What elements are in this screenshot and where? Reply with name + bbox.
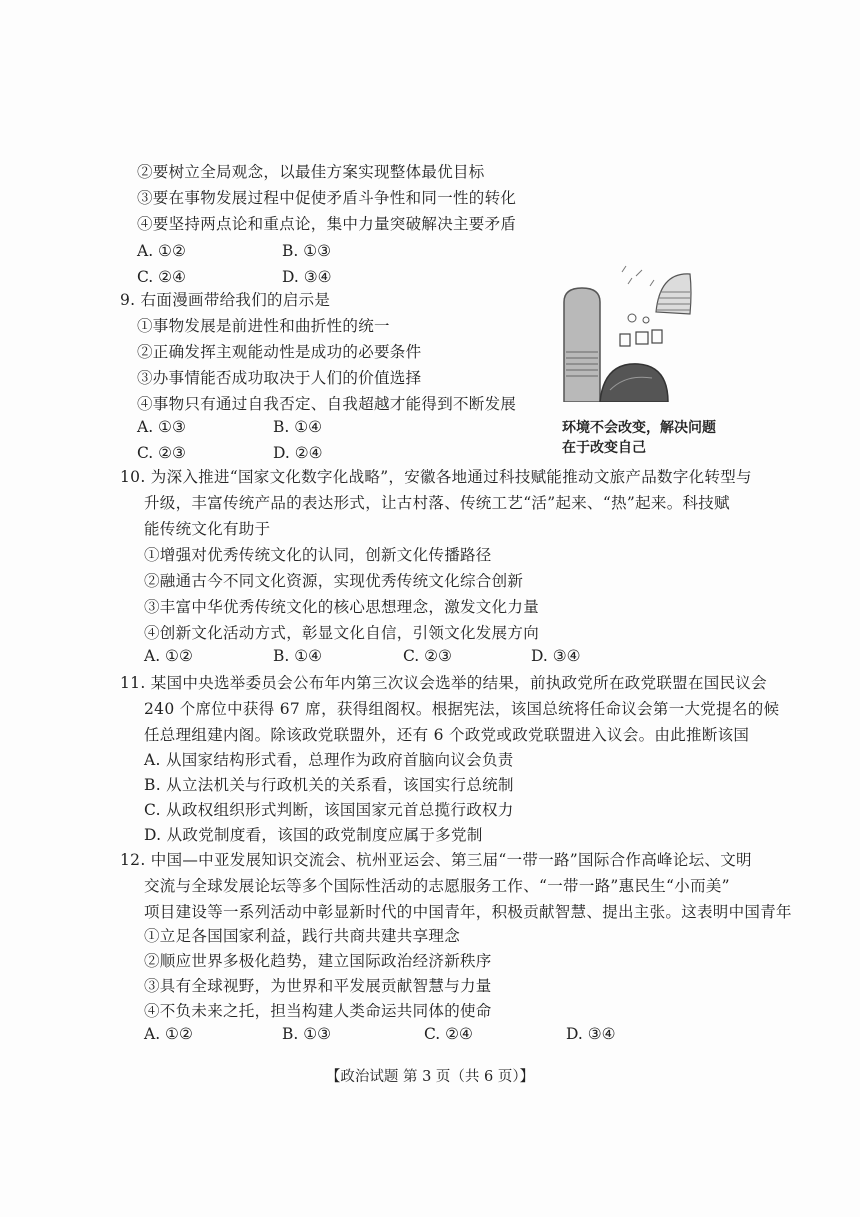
q8-item-4: ④要坚持两点论和重点论，集中力量突破解决主要矛盾: [137, 215, 517, 233]
q10-stem-line-2: 升级，丰富传统产品的表达形式，让古村落、传统工艺“活”起来、“热”起来。科技赋: [144, 494, 730, 512]
q8-option-a: A. ①②: [137, 242, 186, 260]
q12-stem-line-1: 12. 中国—中亚发展知识交流会、杭州亚运会、第三届“一带一路”国际合作高峰论坛、文明: [120, 851, 752, 869]
q9-option-c: C. ②③: [137, 444, 186, 462]
q9-option-a: A. ①③: [137, 418, 186, 436]
q10-option-c: C. ②③: [403, 647, 452, 665]
cartoon-illustration: [556, 262, 716, 402]
q8-item-3: ③要在事物发展过程中促使矛盾斗争性和同一性的转化: [137, 189, 517, 207]
q12-item-1: ①立足各国国家利益，践行共商共建共享理念: [144, 927, 461, 945]
q8-option-d: D. ③④: [282, 268, 332, 286]
q11-option-b: B. 从立法机关与行政机关的关系看，该国实行总统制: [144, 776, 514, 794]
cartoon-caption-line-2: 在于改变自己: [562, 440, 646, 456]
q10-stem-line-3: 能传统文化有助于: [144, 520, 271, 538]
q10-item-3: ③丰富中华优秀传统文化的核心思想理念，激发文化力量: [144, 598, 540, 616]
q12-item-3: ③具有全球视野，为世界和平发展贡献智慧与力量: [144, 977, 492, 995]
q12-option-a: A. ①②: [144, 1025, 193, 1043]
q12-option-d: D. ③④: [566, 1025, 616, 1043]
q12-item-4: ④不负未来之托，担当构建人类命运共同体的使命: [144, 1002, 492, 1020]
q10-stem-line-1: 10. 为深入推进“国家文化数字化战略”，安徽各地通过科技赋能推动文旅产品数字化转型与: [120, 468, 752, 486]
q10-item-4: ④创新文化活动方式，彰显文化自信，引领文化发展方向: [144, 624, 540, 642]
q11-stem-line-2: 240 个席位中获得 67 席，获得组阁权。根据宪法，该国总统将任命议会第一大党提名的候: [144, 700, 780, 718]
q10-option-d: D. ③④: [531, 647, 581, 665]
page-footer: 【政治试题 第 3 页（共 6 页）】: [325, 1069, 535, 1085]
q8-item-2: ②要树立全局观念，以最佳方案实现整体最优目标: [137, 163, 485, 181]
q12-option-c: C. ②④: [424, 1025, 473, 1043]
q9-stem: 9. 右面漫画带给我们的启示是: [120, 291, 331, 309]
q9-item-1: ①事物发展是前进性和曲折性的统一: [137, 317, 390, 335]
q12-option-b: B. ①③: [282, 1025, 332, 1043]
q12-item-2: ②顺应世界多极化趋势，建立国际政治经济新秩序: [144, 952, 492, 970]
q10-item-1: ①增强对优秀传统文化的认同，创新文化传播路径: [144, 546, 492, 564]
q11-stem-line-1: 11. 某国中央选举委员会公布年内第三次议会选举的结果，前执政党所在政党联盟在国民议会: [120, 674, 767, 692]
q8-option-b: B. ①③: [282, 242, 332, 260]
q9-option-b: B. ①④: [273, 418, 323, 436]
q10-item-2: ②融通古今不同文化资源，实现优秀传统文化综合创新: [144, 572, 524, 590]
q9-item-2: ②正确发挥主观能动性是成功的必要条件: [137, 343, 422, 361]
q12-stem-line-3: 项目建设等一系列活动中彰显新时代的中国青年，积极贡献智慧、提出主张。这表明中国青年: [144, 903, 792, 921]
q11-stem-line-3: 任总理组建内阁。除该政党联盟外，还有 6 个政党或政党联盟进入议会。由此推断该国: [144, 726, 750, 744]
q12-stem-line-2: 交流与全球发展论坛等多个国际性活动的志愿服务工作、“一带一路”惠民生“小而美”: [144, 877, 730, 895]
q11-option-a: A. 从国家结构形式看，总理作为政府首脑向议会负责: [144, 751, 514, 769]
q10-option-b: B. ①④: [273, 647, 323, 665]
q9-option-d: D. ②④: [273, 444, 323, 462]
q11-option-d: D. 从政党制度看，该国的政党制度应属于多党制: [144, 826, 483, 844]
q9-item-4: ④事物只有通过自我否定、自我超越才能得到不断发展: [137, 395, 517, 413]
q10-option-a: A. ①②: [144, 647, 193, 665]
q8-option-c: C. ②④: [137, 268, 186, 286]
cartoon-caption-line-1: 环境不会改变，解决问题: [562, 420, 716, 436]
q11-option-c: C. 从政权组织形式判断，该国国家元首总揽行政权力: [144, 801, 514, 819]
q9-item-3: ③办事情能否成功取决于人们的价值选择: [137, 369, 422, 387]
